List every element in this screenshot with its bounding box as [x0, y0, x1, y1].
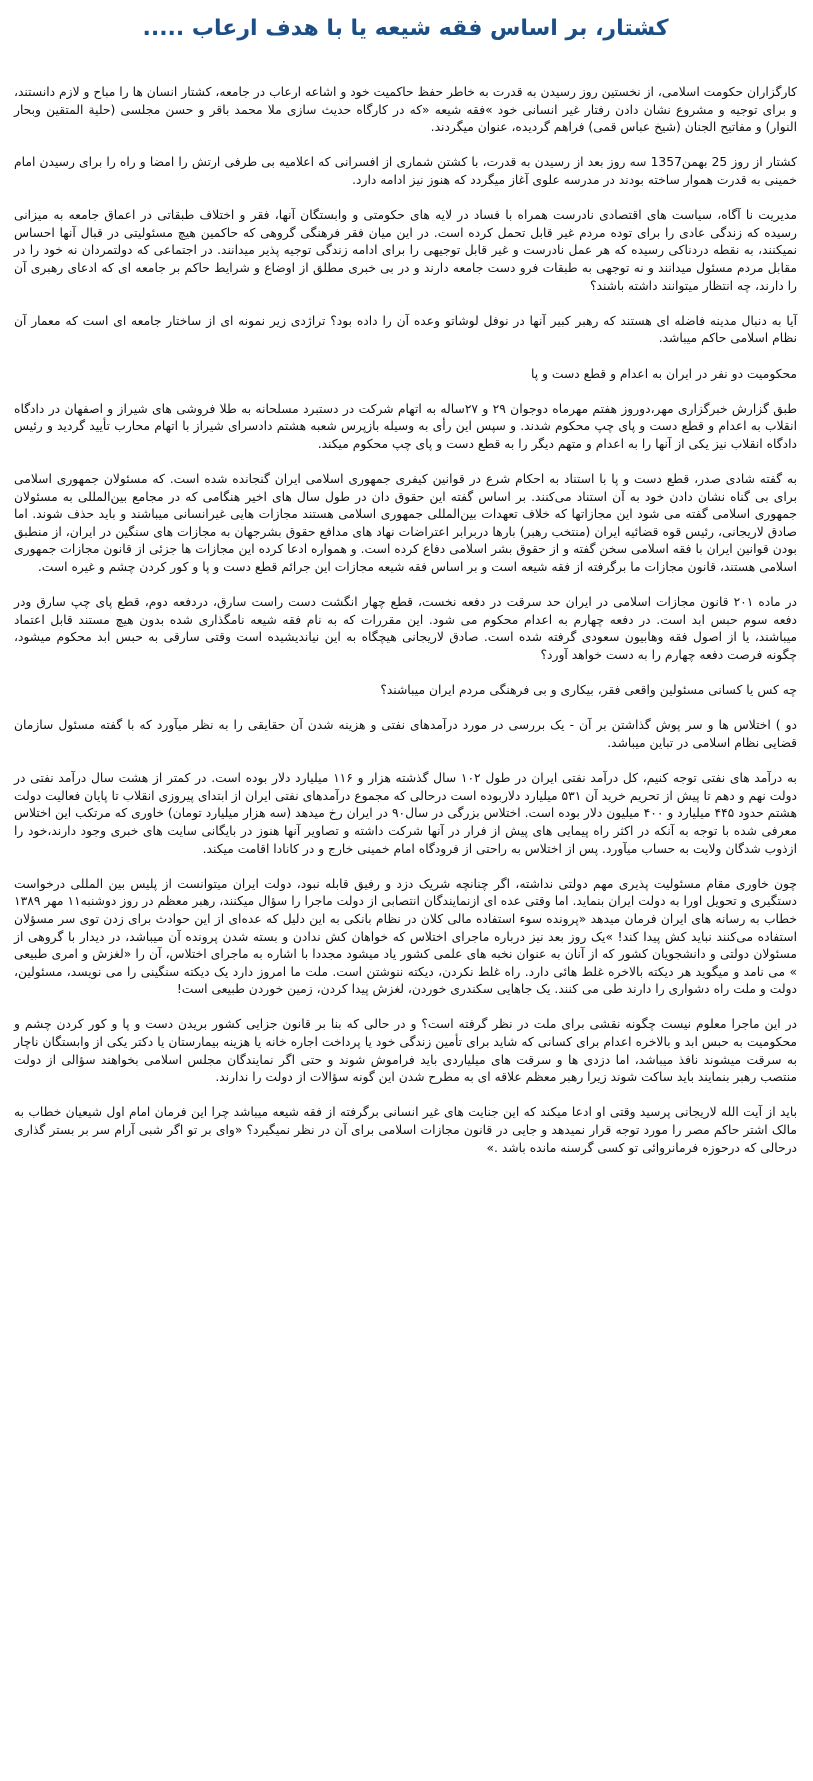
- paragraph-9: چه کس یا کسانی مسئولین واقعی فقر، بیکاری و بی فرهنگی مردم ایران میباشند؟: [380, 683, 797, 698]
- paragraph-3: مدیریت نا آگاه، سیاست های اقتصادی نادرست همراه با فساد در لایه های حکومتی و وابستگان آنها، فقر و اختلاف طبقاتی در اعماق جامعه به میزانی رسیده که زندگی عادی را برای توده مردم غیر قابل تحمل کرده است. در این میان فقر فرهنگی گروهی که حاکمین هیچ مسئولیتی در قبال آنها احساس نمیکنند، به نقطه دردناکی رسیده که هر عمل نادرست و غیر قابل توجیهی را برای ادامه زندگی توجیه پذیر میدانند. در اجتماعی که دولتمردان نه خود را در مقابل مردم مسئول میدانند و نه توجهی به طبقات فرو دست جامعه دارند و در بی خبری مطلق از اوضاع و شرایط حاکم بر جامعه ای که ادعای رهبری آن را دارند، چه انتظار میتوانند داشته باشند؟: [14, 208, 797, 293]
- paragraph-13: در این ماجرا معلوم نیست چگونه نقشی برای ملت در نظر گرفته است؟ و در حالی که بنا بر قانون جزایی کشور بریدن دست و پا و کور کردن چشم و محکومیت به حبس ابد و بالاخره اعدام برای کسانی که شاید برای تأمین زندگی خود یا پرداخت اجاره خانه یا هزینه بیمارستان یا دکتر یکی از وابستگان ناچار به سرقت میشوند نافذ میباشد، اما دزدی ها و سرقت های میلیاردی باید فراموش شوند و حتی اگر نمایندگان مجلس اسلامی بخواهند سؤالی از دولت منتصب رهبر بنمایند باید ساکت شوند زیرا رهبر معظم علاقه ای به مطرح شدن این گونه سؤالات از دولت را ندارند.: [14, 1017, 797, 1085]
- paragraph-11: به درآمد های نفتی توجه کنیم، کل درآمد نفتی ایران در طول ۱۰۲ سال گذشته هزار و ۱۱۶ میلیارد دلار بوده است. در کمتر از هشت سال درآمد نفتی در دولت نهم و دهم تا پیش از تحریم خرید آن ۵۳۱ میلیارد دلاربوده است درحالی که مجموع درآمدهای نفتی ایران از ابتدای پیروزی انقلاب تا پایان فعالیت دولت هشتم حدود ۴۴۵ میلیارد و ۴۰۰ میلیون دلار بوده است. اختلاس بزرگی در سال۹۰ در ایران رخ میدهد (سه هزار میلیارد تومان) خاوری که مرتکب این اختلاس معرفی شده با توجه به آنکه در اکثر راه پیمایی های پیش از فرار در آنها شرکت داشته و تصاویر آنها هنوز در بایگانی سایت های خبری وجود دارند،خود را ازذوب شدگان ولایت به حساب میآورد. پس از اختلاس به راحتی از فرودگاه امام خمینی خارج و در کانادا اقامت میکند.: [14, 771, 797, 856]
- paragraph-10: دو ) اختلاس ها و سر پوش گذاشتن بر آن - یک بررسی در مورد درآمدهای نفتی و هزینه شدن آن حقایقی را به نظر میآورد که با گفته مسئول سازمان قضایی نظام اسلامی در تباین میباشد.: [14, 718, 797, 750]
- article-title: کشتار، بر اساس فقه شیعه یا با هدف ارعاب .....: [142, 16, 669, 41]
- paragraph-7: به گفته شادی صدر، قطع دست و پا با استناد به احکام شرع در قوانین کیفری جمهوری اسلامی ایران گنجانده شده است. که مسئولان جمهوری اسلامی برای بی گناه نشان دادن خود به آن استناد می‌کنند. بر اساس گفته این حقوق دان در طول سال های اخیر هنگامی که در مجامع بین‌المللی به مسئولان جمهوری اسلامی گفته می شود این مجازاتها که خلاف تعهدات بین‌المللی جمهوری اسلامی هستند مجازات هایی غیرانسانی میباشند و باید حذف شوند. اما صادق لاریجانی، رئیس قوه قضائیه ایران (منتخب رهبر) بارها دربرابر اعتراضات نهاد های مدافع حقوق بشرجهان به مجازات های سنگین در ایران، از منطبق بودن قوانین ایران با فقه اسلامی سخن گفته و از حقوق بشر اسلامی دفاع کرده است. و همواره ادعا کرده این مجازات ها جزئی از قانون مجازات جمهوری اسلامی هستند، قانون مجازات ما برگرفته از فقه شیعه است و بر اساس فقه شیعه مجازات این جرائم قطع دست و پا و کور کردن چشم و غیره است.: [14, 472, 797, 575]
- article-body: [14, 84, 797, 1157]
- paragraph-8: در ماده ۲۰۱ قانون مجازات اسلامی در ایران حد سرقت در دفعه نخست، قطع چهار انگشت دست راست سارق، دردفعه دوم، قطع پای چپ سارق ودر دفعه سوم حبس ابد است. در دفعه چهارم به اعدام محکوم می شود. این مقررات که به نام فقه شیعه نامگذاری شده بدون هیچ مستند قابل اعتماد میباشند، یا از اصول فقه وهابیون سعودی گرفته شده است. صادق لاریجانی هیچگاه به این نیاندیشیده است وقتی سارقی به حبس ابد محکوم میشود، چگونه فرصت دفعه چهارم را به دست خواهد آورد؟: [14, 595, 798, 662]
- paragraph-2: کشتار از روز 25 بهمن1357 سه روز بعد از رسیدن به قدرت، با کشتن شماری از افسرانی که اعلامیه بی طرفی ارتش را امضا و راه را برای رسیدن امام خمینی به قدرت هموار ساخته بودند در مدرسه علوی آغاز میگردد که هنوز نیز ادامه دارد.: [14, 155, 797, 187]
- paragraph-6: طبق گزارش خبرگزاری مهر،دوروز هفتم مهرماه دوجوان ۲۹ و ۲۷ساله به اتهام شرکت در دستبرد مسلحانه به طلا فروشی های شیراز و اصفهان در دادگاه انقلاب به اعدام و قطع دست و پای چپ محکوم شدند. و سپس این رأی به وسیله بازپرس شعبه هشتم دادسرای شیراز با اتهام محارب تأیید گردید و رئیس دادگاه انقلاب نیز یکی از آنها را به اعدام و متهم دیگر را به قطع دست و پای چپ محکوم میکند.: [14, 401, 797, 451]
- paragraph-5: محکومیت دو نفر در ایران به اعدام و قطع دست و پا: [530, 366, 797, 381]
- paragraph-1: کارگزاران حکومت اسلامی، از نخستین روز رسیدن به قدرت به خاطر حفظ حاکمیت خود و اشاعه ارعاب در جامعه، کشتار انسان ها را مباح و لازم دانستند، و برای توجیه و مشروع نشان دادن رفتار غیر انسانی خود »فقه شیعه «که در کارگاه حدیث سازی ملا محمد باقر و حسن مجلسی (حلیة المتقین وبحار النوار) و مفاتیح الجنان (شیخ عباس قمی) فراهم گردیده، عنوان میگردند.: [14, 85, 797, 135]
- paragraph-12: چون خاوری مقام مسئولیت پذیری مهم دولتی نداشته، اگر چنانچه شریک دزد و رفیق قابله نبود، دولت ایران میتوانست از پلیس بین المللی درخواست دستگیری و تحویل اورا به دولت ایران بنماید. اما وقتی عده ای ازنمایندگان انتصابی از دولت ماجرا را سؤال میکنند، رهبر معظم در روز دوشنبه۱۱ مهر ۱۳۸۹ خطاب به رسانه های ایران فرمان میدهد «پرونده سوء استفاده مالی کلان در نظام بانکی به این دلیل که عده‌ای از این حوادث برای زدن توی سر مسؤلان استفاده می‌کنند نباید کش پیدا کند! »یک روز بعد نیز درباره ماجرای اختلاس که خواهان کش ندادن و بسته شدن پرونده آن میباشد، در دیدار با گروهی از مسئولان دولتی و دانشجویان کشور که از آنان به عنوان نخبه های علمی کشور یاد میشود مجددا با اشاره به ماجرای اختلاس، آن را «لغزش و امری طبیعی » می نامد و میگوید هر دیکته بالاخره غلط هائی دارد. راه غلط نکردن، دیکته ننوشتن است. ملت ما امروز دارد یک دیکته سنگینی را می نویسد، مسئولین، دولت و ملت راه دشواری را دارند طی می کنند. یک جاهایی سکندری خوردن، لغزش پیدا کردن، زمین خوردن طبیعی است!: [14, 876, 798, 997]
- paragraph-4: آیا به دنبال مدینه فاضله ای هستند که رهبر کبیر آنها در نوفل لوشاتو وعده آن را داده بود؟ تراژدی زیر نمونه ای از ساختار جامعه ای است که معمار آن نظام اسلامی حاکم میباشد.: [14, 313, 797, 346]
- paragraph-14: باید از آیت الله لاریجانی پرسید وقتی او ادعا میکند که این جنایت های غیر انسانی برگرفته از فقه شیعه میباشد چرا این فرمان امام اول شیعیان خطاب به مالک اشتر حاکم مصر را مورد توجه قرار نمیدهد و جایی در قانون مجازات اسلامی برای آن در نظر نمیگیرد؟ «وای بر تو اگر شبی آرام سر بر بستر گذاری درحالی که درحوزه فرمانروائی تو کسی گرسنه مانده باشد .»: [14, 1105, 797, 1155]
